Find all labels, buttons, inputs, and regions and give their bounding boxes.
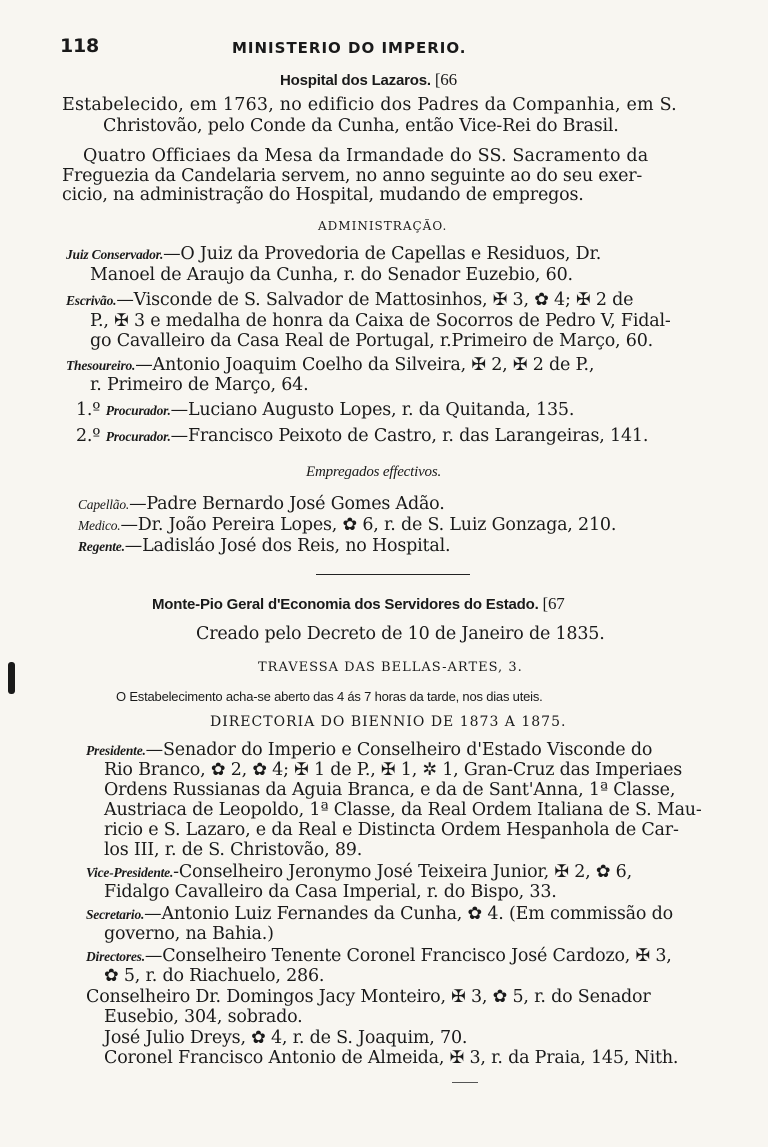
entry-label: Thesoureiro.: [66, 358, 136, 373]
entry-text: —Padre Bernardo José Gomes Adão.: [129, 494, 445, 514]
scan-mark: [8, 662, 15, 694]
section-divider: [316, 574, 470, 575]
entry-label: Secretario.: [86, 907, 145, 922]
board-entry-cont: los III, r. de S. Christovão, 89.: [104, 840, 363, 860]
admin-entry: [66, 355, 594, 376]
entry-prefix: 2.º: [76, 426, 101, 446]
admin-entry-cont: Manoel de Araujo da Cunha, r. do Senador Euzebio, 60.: [90, 265, 573, 285]
montepio-hours: O Estabelecimento acha-se aberto das 4 ás 7 horas da tarde, nos dias uteis.: [116, 689, 543, 704]
admin-entry: [66, 244, 601, 265]
board-entry-cont: ✿ 5, r. do Riachuelo, 286.: [104, 966, 325, 986]
admin-entry-cont: r. Primeiro de Março, 64.: [90, 375, 309, 395]
entry-text: —Francisco Peixoto de Castro, r. das Larangeiras, 141.: [170, 426, 649, 446]
hospital-text-line: cicio, na administração do Hospital, mudando de empregos.: [62, 185, 584, 205]
hospital-text-line: Freguezia da Candelaria servem, no anno seguinte ao do seu exer-: [62, 166, 643, 186]
montepio-created: Creado pelo Decreto de 10 de Janeiro de 1835.: [196, 624, 605, 644]
entry-label: Medico.: [78, 518, 121, 533]
entry-text: —O Juiz da Provedoria de Capellas e Residuos, Dr.: [163, 244, 602, 264]
section-title-montepio: [152, 594, 565, 615]
montepio-ref: [67: [542, 594, 565, 613]
entry-label: Presidente.: [86, 743, 146, 758]
board-heading: DIRECTORIA DO BIENNIO DE 1873 A 1875.: [210, 714, 567, 730]
admin-entry: [76, 400, 574, 421]
entry-text: —Antonio Joaquim Coelho da Silveira, ✠ 2, ✠ 2 de P.,: [135, 355, 595, 375]
entry-label: Regente.: [78, 539, 125, 554]
entry-text: —Luciano Augusto Lopes, r. da Quitanda, 135.: [170, 400, 575, 420]
hospital-text-line: Estabelecido, em 1763, no edificio dos Padres da Companhia, em S.: [62, 95, 677, 115]
admin-entry: [76, 426, 648, 447]
entry-label: Procurador.: [105, 429, 171, 444]
board-entry-cont: ricio e S. Lazaro, e da Real e Distincta Ordem Hespanhola de Car-: [104, 820, 679, 840]
entry-prefix: 1.º: [76, 400, 101, 420]
board-entry-cont: governo, na Bahia.): [104, 924, 274, 944]
hospital-ref: [66: [434, 70, 457, 89]
entry-text: —Visconde de S. Salvador de Mattosinhos, ✠ 3, ✿ 4; ✠ 2 de: [116, 290, 634, 310]
employees-heading: Empregados effectivos.: [306, 464, 442, 480]
entry-label: Escrivão.: [66, 293, 117, 308]
admin-entry-cont: P., ✠ 3 e medalha de honra da Caixa de Socorros de Pedro V, Fidal-: [90, 311, 671, 331]
entry-label: Procurador.: [105, 403, 171, 418]
board-entry: [86, 946, 672, 967]
employee-entry: [78, 494, 445, 515]
hospital-text-line: Quatro Officiaes da Mesa da Irmandade do SS. Sacramento da: [83, 146, 649, 166]
board-entry-cont: José Julio Dreys, ✿ 4, r. de S. Joaquim, 70.: [104, 1028, 468, 1048]
entry-label: Juiz Conservador.: [66, 247, 164, 262]
section-title-hospital: [280, 70, 457, 91]
board-entry-cont: Coronel Francisco Antonio de Almeida, ✠ 3, r. da Praia, 145, Nith.: [104, 1048, 679, 1068]
entry-text: -Conselheiro Jeronymo José Teixeira Junior, ✠ 2, ✿ 6,: [173, 862, 632, 882]
admin-entry: [66, 290, 633, 311]
board-entry: [86, 862, 632, 883]
board-entry: [86, 904, 673, 925]
admin-entry-cont: go Cavalleiro da Casa Real de Portugal, r.Primeiro de Março, 60.: [90, 331, 654, 351]
employee-entry: [78, 536, 450, 557]
admin-heading: ADMINISTRAÇÃO.: [318, 219, 448, 233]
running-title: MINISTERIO DO IMPERIO.: [232, 39, 467, 57]
montepio-title: Monte-Pio Geral d'Economia dos Servidores do Estado.: [152, 596, 539, 613]
board-entry-cont: Conselheiro Dr. Domingos Jacy Monteiro, ✠ 3, ✿ 5, r. do Senador: [86, 987, 651, 1007]
page-number: 118: [60, 35, 100, 57]
entry-text: —Ladisláo José dos Reis, no Hospital.: [124, 536, 451, 556]
entry-label: Vice-Presidente.: [86, 865, 174, 880]
board-entry: [86, 740, 652, 761]
scan-mark-bottom: [452, 1082, 478, 1083]
board-entry-cont: Eusebio, 304, sobrado.: [104, 1007, 303, 1027]
entry-text: —Dr. João Pereira Lopes, ✿ 6, r. de S. Luiz Gonzaga, 210.: [120, 515, 617, 535]
entry-label: Capellão.: [78, 497, 130, 512]
entry-text: —Antonio Luiz Fernandes da Cunha, ✿ 4. (Em commissão do: [144, 904, 673, 924]
employee-entry: [78, 515, 616, 536]
hospital-text-line: Christovão, pelo Conde da Cunha, então Vice-Rei do Brasil.: [103, 116, 619, 136]
hospital-title: Hospital dos Lazaros.: [280, 72, 431, 89]
entry-text: —Conselheiro Tenente Coronel Francisco José Cardozo, ✠ 3,: [144, 946, 672, 966]
board-entry-cont: Ordens Russianas da Aguia Branca, e da de Sant'Anna, 1ª Classe,: [104, 780, 676, 800]
entry-label: Directores.: [86, 949, 145, 964]
entry-text: —Senador do Imperio e Conselheiro d'Estado Visconde do: [145, 740, 653, 760]
board-entry-cont: Rio Branco, ✿ 2, ✿ 4; ✠ 1 de P., ✠ 1, ✲ 1, Gran-Cruz das Imperiaes: [104, 760, 683, 780]
board-entry-cont: Fidalgo Cavalleiro da Casa Imperial, r. do Bispo, 33.: [104, 882, 557, 902]
montepio-address: TRAVESSA DAS BELLAS-ARTES, 3.: [258, 660, 523, 675]
board-entry-cont: Austriaca de Leopoldo, 1ª Classe, da Real Ordem Italiana de S. Mau-: [104, 800, 702, 820]
